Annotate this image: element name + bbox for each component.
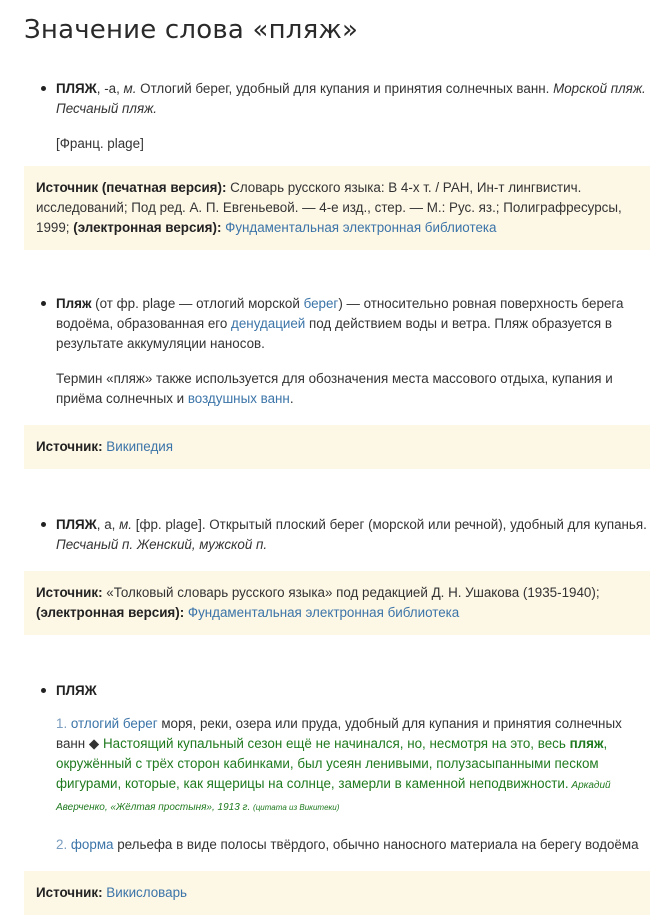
example-text: Песчаный п. Женский, мужской п. [56, 537, 268, 552]
grammar-note: , а, [96, 517, 120, 532]
source-text: Словарь русского языка: В 4-х т. / РАН, Ин-т лингвистич. исследований; Под ред. А. П. Евгеньевой. — 4-е изд., стер. — М.: Рус. яз.; Полиграфресурсы, 1999; [36, 180, 622, 235]
sense-number: 1. [56, 716, 68, 731]
example-text: Песчаный пляж. [56, 101, 158, 116]
etymology: [Франц. plage] [56, 136, 144, 151]
bullet-icon [41, 688, 46, 693]
link-bereg[interactable]: берег [303, 296, 339, 311]
source-text: «Толковый словарь русского языка» под редакцией Д. Н. Ушакова (1935-1940); [102, 585, 600, 600]
text-fragment: (от фр. plage — отлогий морской [91, 296, 304, 311]
entry-list-4 [24, 681, 650, 701]
source-link[interactable]: Викисловарь [106, 885, 187, 900]
gender-mark: м. [123, 81, 137, 96]
entry-list-3 [24, 515, 650, 555]
headword: ПЛЯЖ [56, 81, 97, 96]
source-block-4 [24, 871, 650, 915]
definition-text: [фр. plage]. Открытый плоский берег (морской или речной), удобный для купанья. [132, 517, 647, 532]
link-otlogiy-bereg[interactable]: отлогий берег [70, 716, 158, 731]
quote-headword: пляж [569, 736, 604, 751]
source-electronic-label: (электронная версия): [73, 220, 222, 235]
page-title: Значение слова «пляж» [24, 15, 359, 45]
entry-1-definition [56, 79, 650, 119]
text-fragment: под действием воды и ветра. Пляж образуется в результате аккумуляции наносов. [56, 316, 612, 351]
definition-text: Отлогий берег, удобный для купания и принятия солнечных ванн. [136, 81, 554, 96]
bullet-icon [41, 301, 46, 306]
entry-1 [24, 79, 650, 154]
source-block-1 [24, 166, 650, 250]
source-block-3 [24, 571, 650, 635]
source-label: Источник: [36, 585, 103, 600]
text-fragment: Настоящий купальный сезон ещё не начинался, но, несмотря на это, весь [102, 736, 570, 751]
entry-list-2 [24, 294, 650, 409]
text-fragment: , окружённый с трёх сторон кабинками, был усеян ленивыми, полузасыпанными песком фигурами, которые, как ящерицы на солнце, замерли в каменной неподвижности. [56, 736, 608, 791]
source-link[interactable]: Фундаментальная электронная библиотека [187, 605, 460, 620]
entry-list-1 [24, 79, 650, 154]
sense-number: 2. [56, 837, 68, 852]
quote-text [56, 736, 607, 791]
source-label: Источник (печатная версия): [36, 180, 227, 195]
bullet-icon [41, 522, 46, 527]
grammar-note: , -а, [96, 81, 124, 96]
headword: Пляж [56, 296, 92, 311]
entry-3 [24, 515, 650, 555]
entry-3-definition [56, 515, 650, 555]
headword: ПЛЯЖ [56, 683, 97, 698]
sense-1 [24, 714, 650, 818]
example-text: Морской пляж. [553, 81, 646, 96]
headword: ПЛЯЖ [56, 517, 97, 532]
text-fragment: ) — относительно ровная поверхность берега водоёма, образованная его [56, 296, 624, 331]
source-label: Источник: [36, 885, 103, 900]
quote-citation: (цитата из Викитеки) [253, 803, 340, 812]
entry-4 [24, 681, 650, 701]
bullet-icon [41, 86, 46, 91]
page-content [0, 14, 667, 915]
source-link[interactable]: Фундаментальная электронная библиотека [225, 220, 497, 235]
gender-mark: м. [119, 517, 132, 532]
entry-2-paragraph-1 [56, 294, 650, 354]
quote-author: Аркадий Аверченко, «Жёлтая простыня», 1913 г. [56, 780, 611, 813]
link-denudation[interactable]: денудацией [231, 316, 306, 331]
entry-2-paragraph-2 [56, 369, 650, 409]
text-fragment: Термин «пляж» также используется для обозначения места массового отдыха, купания и приёма солнечных и [56, 371, 613, 406]
link-forma[interactable]: форма [70, 837, 114, 852]
sense-text: моря, реки, озера или пруда, удобный для купания и принятия солнечных ванн ◆ [56, 716, 622, 751]
sense-2 [24, 835, 650, 855]
entry-2 [24, 294, 650, 409]
source-electronic-label: (электронная версия): [36, 605, 185, 620]
sense-text: рельефа в виде полосы твёрдого, обычно наносного материала на берегу водоёма [113, 837, 639, 852]
text-fragment: . [289, 391, 294, 406]
source-link[interactable]: Википедия [106, 439, 173, 454]
link-air-baths[interactable]: воздушных ванн [187, 391, 290, 406]
source-block-2 [24, 425, 650, 469]
source-label: Источник: [36, 439, 103, 454]
